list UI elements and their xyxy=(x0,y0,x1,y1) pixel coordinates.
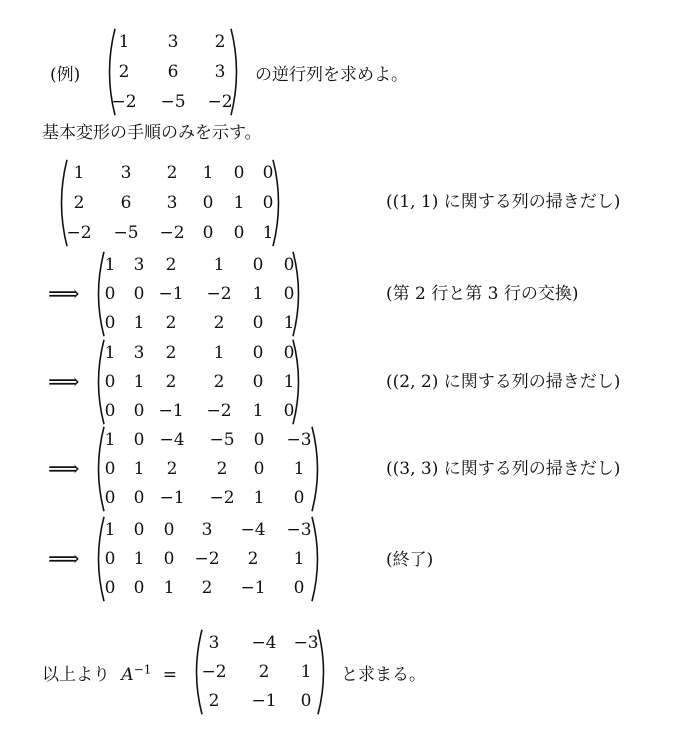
matrix-cell: 0 xyxy=(104,372,116,392)
matrix-row xyxy=(55,218,285,248)
matrix-cell: 1 xyxy=(118,32,130,52)
matrix-cell: 2 xyxy=(214,32,226,52)
matrix-cell: 0 xyxy=(283,254,295,275)
matrix-cell: 2 xyxy=(73,193,85,213)
matrix-cell: 0 xyxy=(133,429,145,450)
matrix-cell: 1 xyxy=(73,163,85,183)
matrix-cell: 0 xyxy=(252,372,264,392)
matrix-cell: −4 xyxy=(240,519,266,540)
matrix-cell: −2 xyxy=(159,223,185,243)
matrix-row xyxy=(55,188,285,218)
matrix-cell: 2 xyxy=(118,62,130,82)
matrix-cell: −2 xyxy=(207,92,233,112)
matrix-cell: 0 xyxy=(253,459,265,479)
matrix-cell: −1 xyxy=(158,284,184,304)
matrix-cell: 0 xyxy=(252,342,264,363)
matrix-cell: 0 xyxy=(104,459,116,479)
inverse-matrix xyxy=(190,628,330,716)
matrix-cell: 1 xyxy=(253,488,265,509)
matrix-cell: 1 xyxy=(252,401,264,422)
example-label: (例) xyxy=(50,65,81,85)
matrix-cell: 2 xyxy=(201,578,213,599)
matrix-cell: 1 xyxy=(293,549,305,569)
matrix-cell: 1 xyxy=(104,429,116,450)
matrix-cell: 2 xyxy=(165,254,177,275)
matrix-row xyxy=(92,425,324,455)
matrix-cell: −5 xyxy=(113,223,139,243)
implies-arrow-3: ⟹ xyxy=(48,457,80,482)
example-suffix: の逆行列を求めよ。 xyxy=(255,65,408,85)
matrix-cell: −1 xyxy=(158,401,184,422)
matrix-cell: 0 xyxy=(202,193,214,213)
matrix-cell: 1 xyxy=(202,163,214,183)
matrix-cell: 0 xyxy=(262,193,274,213)
matrix-cell: 3 xyxy=(133,254,145,275)
step-matrix-1 xyxy=(55,158,285,248)
matrix-cell: 1 xyxy=(300,662,312,682)
matrix-cell: 1 xyxy=(133,313,145,334)
matrix-cell: 1 xyxy=(133,459,145,479)
matrix-cell: 3 xyxy=(133,342,145,363)
matrix-cell: 1 xyxy=(133,549,145,569)
matrix-row xyxy=(92,544,324,574)
matrix-cell: 1 xyxy=(293,459,305,479)
matrix-row xyxy=(103,27,243,57)
matrix-cell: −2 xyxy=(194,549,220,569)
matrix-cell: 0 xyxy=(233,223,245,243)
matrix-cell: 0 xyxy=(104,549,116,569)
step-comment-5: (終了) xyxy=(386,550,434,570)
matrix-row xyxy=(92,515,324,545)
matrix-cell: 0 xyxy=(104,488,116,509)
matrix-cell: 1 xyxy=(213,254,225,275)
matrix-row xyxy=(190,628,330,658)
matrix-cell: 0 xyxy=(163,549,175,569)
matrix-cell: 3 xyxy=(166,193,178,213)
step-matrix-2 xyxy=(92,250,305,338)
matrix-cell: 2 xyxy=(213,313,225,334)
matrix-cell: −2 xyxy=(206,401,232,422)
matrix-cell: 2 xyxy=(258,662,270,682)
matrix-cell: −3 xyxy=(286,519,312,540)
matrix-cell: 0 xyxy=(133,519,145,540)
matrix-cell: 2 xyxy=(165,372,177,392)
matrix-cell: −4 xyxy=(159,429,185,450)
matrix-cell: 0 xyxy=(133,284,145,304)
matrix-cell: 0 xyxy=(104,313,116,334)
matrix-row xyxy=(103,57,243,87)
matrix-cell: −1 xyxy=(240,578,266,599)
matrix-cell: 3 xyxy=(120,163,132,183)
matrix-cell: 3 xyxy=(214,62,226,82)
matrix-cell: 0 xyxy=(283,284,295,304)
matrix-cell: −5 xyxy=(209,429,235,450)
matrix-cell: −2 xyxy=(206,284,232,304)
conclusion-suffix: と求まる。 xyxy=(341,665,426,685)
implies-arrow-4: ⟹ xyxy=(48,547,80,572)
step-matrix-3 xyxy=(92,338,305,426)
matrix-cell: 0 xyxy=(252,313,264,334)
matrix-row xyxy=(103,87,243,117)
matrix-cell: 0 xyxy=(253,429,265,450)
conclusion-variable: A xyxy=(121,665,134,685)
matrix-cell: 0 xyxy=(252,254,264,275)
matrix-cell: 0 xyxy=(283,401,295,422)
matrix-cell: 0 xyxy=(202,223,214,243)
matrix-cell: 6 xyxy=(167,62,179,82)
matrix-cell: 0 xyxy=(163,519,175,540)
step-matrix-5 xyxy=(92,515,324,603)
matrix-cell: 0 xyxy=(300,691,312,712)
step-comment-1: ((1, 1) に関する列の掃きだし) xyxy=(386,192,621,212)
matrix-cell: 0 xyxy=(233,163,245,183)
matrix-cell: 0 xyxy=(262,163,274,183)
intro-text: 基本変形の手順のみを示す。 xyxy=(42,123,262,143)
matrix-cell: 1 xyxy=(104,519,116,540)
matrix-row xyxy=(92,454,324,484)
matrix-cell: −2 xyxy=(209,488,235,509)
matrix-cell: 1 xyxy=(104,254,116,275)
matrix-cell: 1 xyxy=(262,223,274,243)
matrix-cell: −2 xyxy=(66,223,92,243)
matrix-row xyxy=(92,279,305,309)
matrix-cell: 6 xyxy=(120,193,132,213)
matrix-cell: 0 xyxy=(283,342,295,363)
conclusion-equals: = xyxy=(162,665,178,685)
matrix-cell: 3 xyxy=(208,632,220,653)
matrix-row xyxy=(190,657,330,687)
matrix-cell: 2 xyxy=(166,163,178,183)
matrix-cell: −2 xyxy=(201,662,227,682)
matrix-row xyxy=(55,158,285,188)
matrix-row xyxy=(190,686,330,716)
step-comment-4: ((3, 3) に関する列の掃きだし) xyxy=(386,459,621,479)
matrix-cell: 2 xyxy=(247,549,259,569)
step-comment-3: ((2, 2) に関する列の掃きだし) xyxy=(386,372,621,392)
matrix-cell: 1 xyxy=(233,193,245,213)
matrix-cell: −5 xyxy=(160,92,186,112)
step-matrix-4 xyxy=(92,425,324,513)
matrix-row xyxy=(92,308,305,338)
matrix-cell: 2 xyxy=(216,459,228,479)
matrix-cell: 0 xyxy=(104,578,116,599)
matrix-row xyxy=(92,250,305,280)
matrix-cell: 0 xyxy=(293,488,305,509)
matrix-cell: 2 xyxy=(208,691,220,712)
matrix-cell: −3 xyxy=(286,429,312,450)
matrix-cell: 0 xyxy=(293,578,305,599)
matrix-cell: 0 xyxy=(133,401,145,422)
matrix-cell: 2 xyxy=(213,372,225,392)
conclusion-exponent: −1 xyxy=(133,662,152,677)
matrix-cell: −2 xyxy=(111,92,137,112)
matrix-cell: −1 xyxy=(251,691,277,712)
matrix-row xyxy=(92,483,324,513)
matrix-cell: 2 xyxy=(165,342,177,363)
matrix-row xyxy=(92,367,305,397)
matrix-cell: 1 xyxy=(104,342,116,363)
matrix-cell: 1 xyxy=(283,372,295,392)
conclusion-line xyxy=(42,660,177,685)
matrix-cell: 0 xyxy=(104,401,116,422)
matrix-row xyxy=(92,338,305,368)
matrix-cell: 3 xyxy=(201,519,213,540)
matrix-cell: 3 xyxy=(167,32,179,52)
conclusion-prefix: 以上より xyxy=(42,665,110,685)
matrix-cell: −1 xyxy=(159,488,185,509)
matrix-cell: 1 xyxy=(163,578,175,599)
matrix-cell: 0 xyxy=(104,284,116,304)
matrix-cell: 0 xyxy=(133,488,145,509)
matrix-row xyxy=(92,396,305,426)
matrix-row xyxy=(92,573,324,603)
matrix-cell: 1 xyxy=(133,372,145,392)
matrix-cell: 2 xyxy=(165,313,177,334)
matrix-cell: 1 xyxy=(283,313,295,334)
matrix-cell: −3 xyxy=(293,632,319,653)
matrix-cell: −4 xyxy=(251,632,277,653)
matrix-cell: 1 xyxy=(213,342,225,363)
matrix-cell: 1 xyxy=(252,284,264,304)
step-comment-2: (第 2 行と第 3 行の交換) xyxy=(386,284,579,304)
example-matrix xyxy=(103,27,243,117)
implies-arrow-1: ⟹ xyxy=(48,282,80,307)
implies-arrow-2: ⟹ xyxy=(48,370,80,395)
matrix-cell: 2 xyxy=(166,459,178,479)
matrix-cell: 0 xyxy=(133,578,145,599)
